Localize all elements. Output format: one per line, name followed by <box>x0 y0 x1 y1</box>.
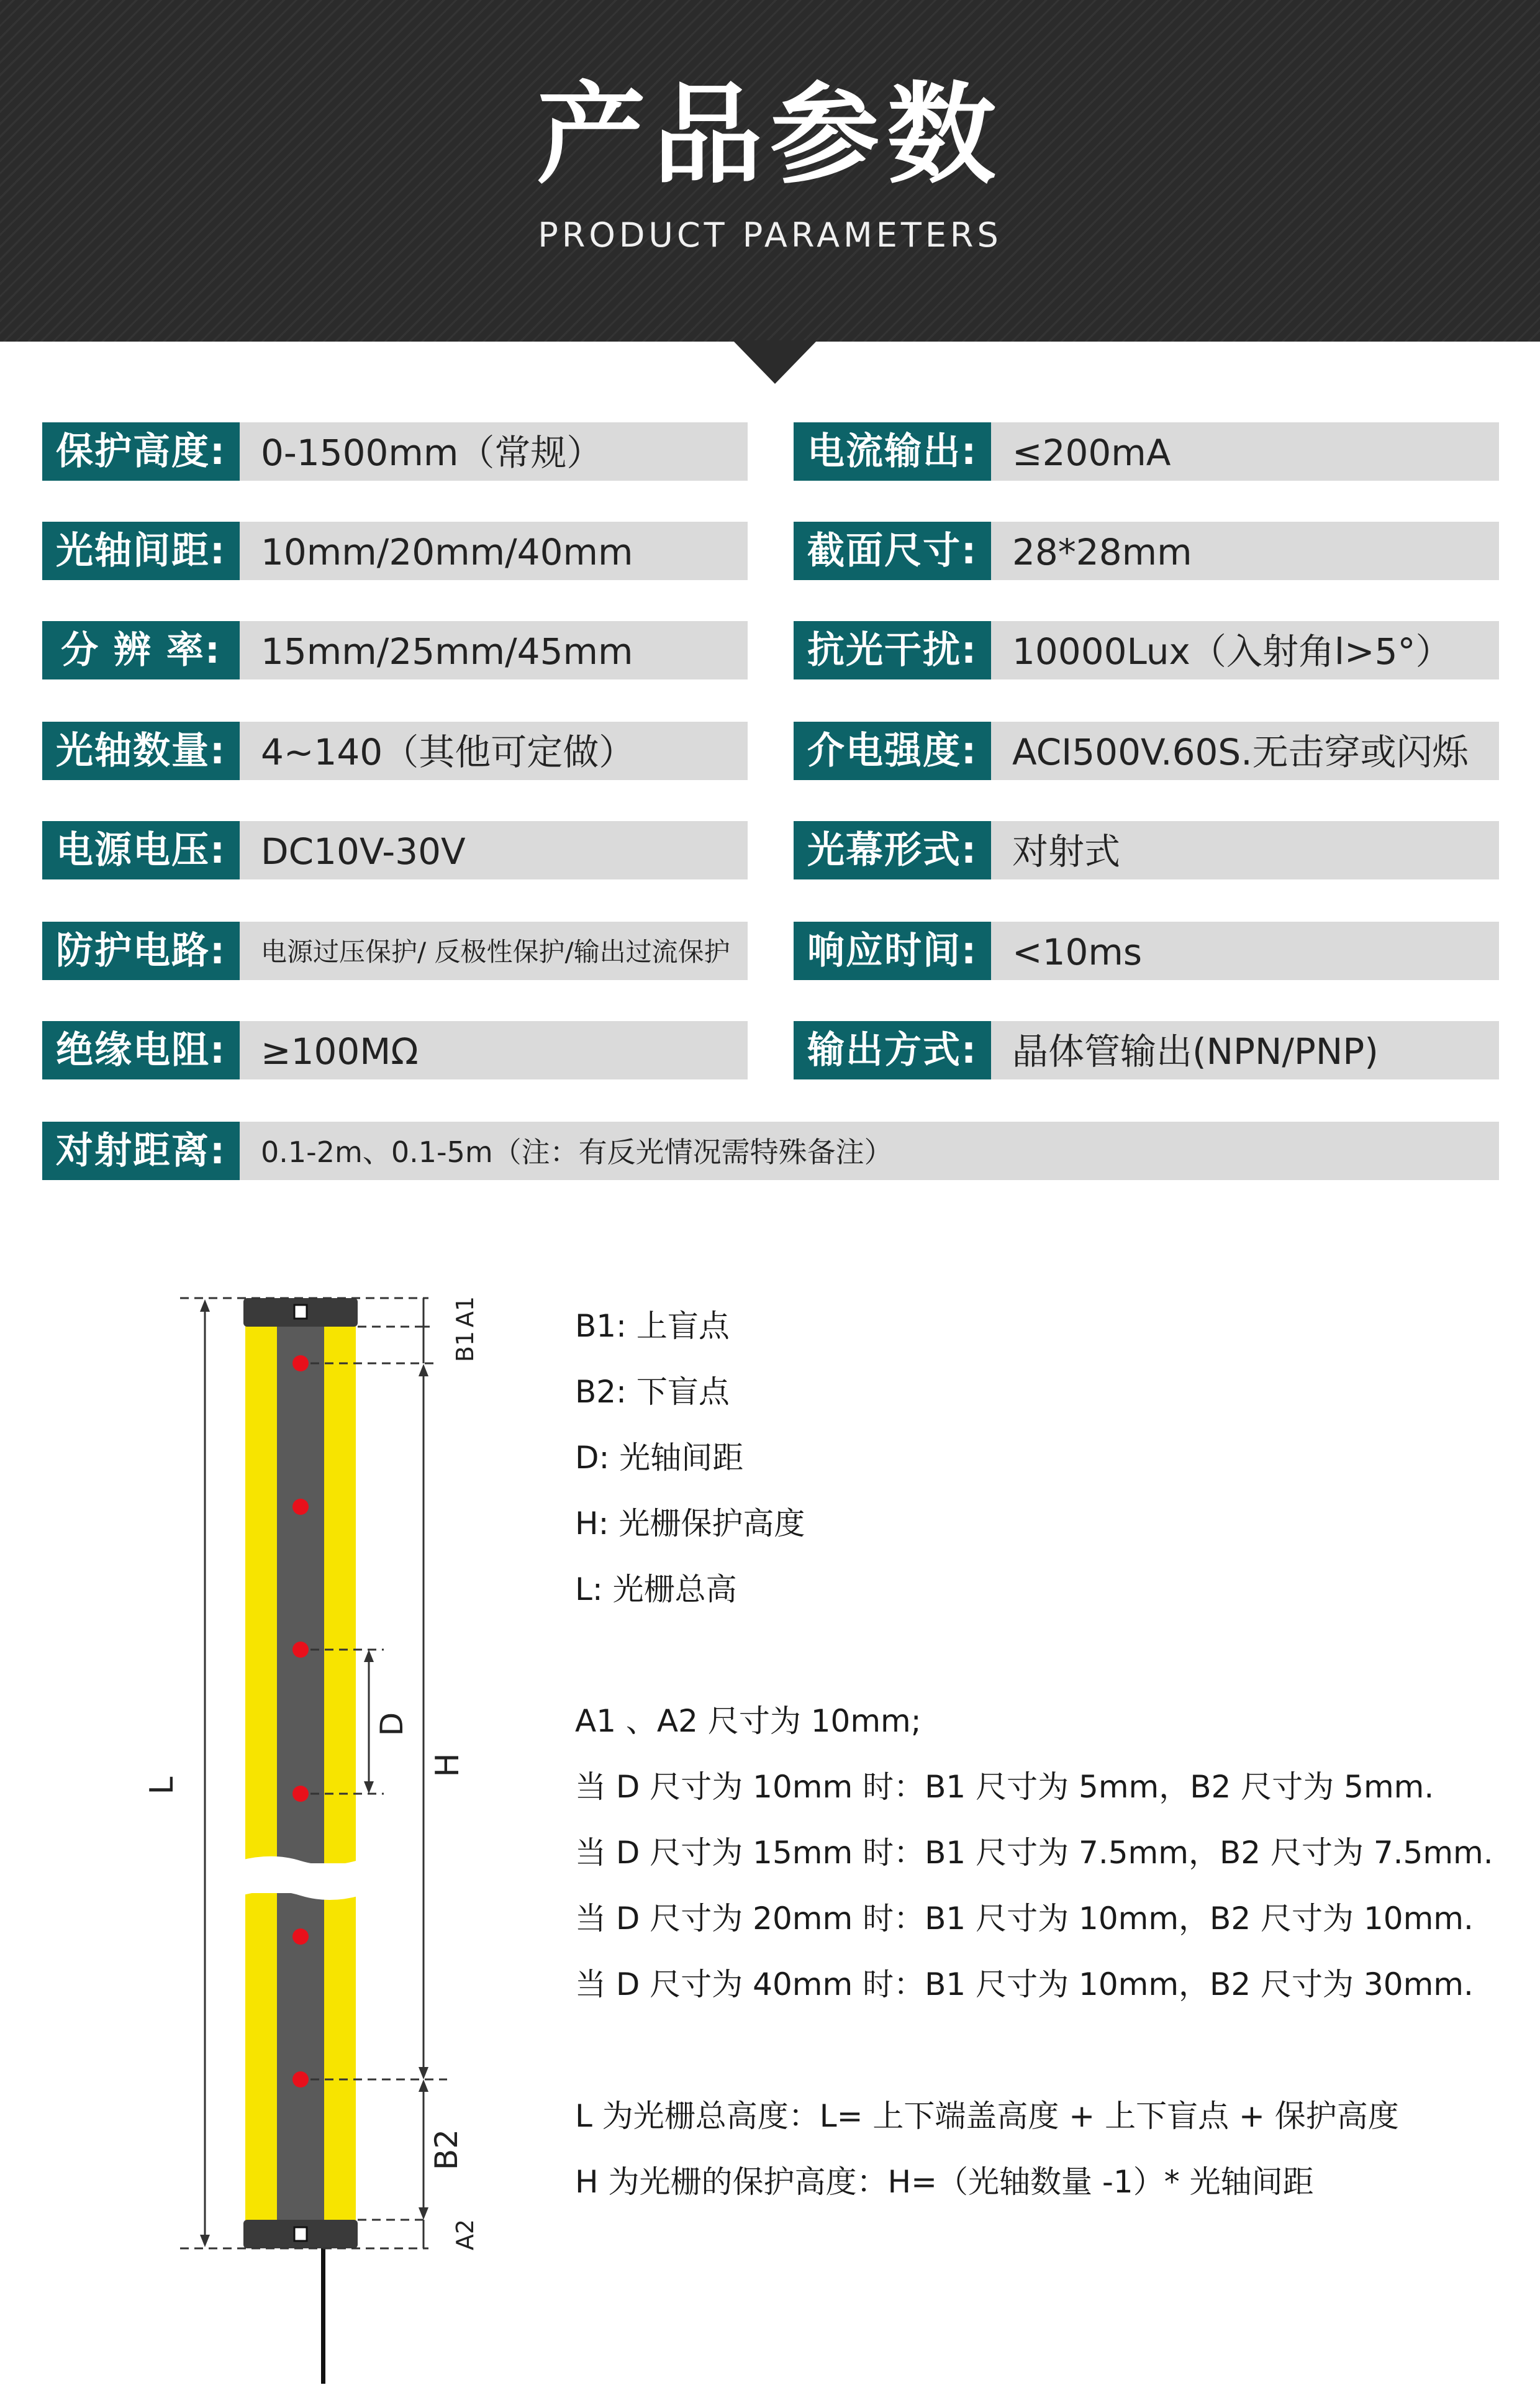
param-value: 10000Lux（入射角l>5°） <box>991 621 1499 679</box>
legend-d20: 当 D 尺寸为 20mm 时：B1 尺寸为 10mm，B2 尺寸为 10mm. <box>575 1901 1474 1937</box>
param-value: 电源过压保护/ 反极性保护/输出过流保护 <box>240 922 748 980</box>
beam-dot <box>292 1642 309 1658</box>
param-label: 光轴间距: <box>42 522 240 580</box>
dim-label-L: L <box>143 1776 181 1795</box>
param-label: 绝缘电阻: <box>42 1021 240 1079</box>
dim-label-B1: B1 <box>451 1330 479 1363</box>
param-label: 抗光干扰: <box>794 621 991 679</box>
header-notch <box>733 340 817 384</box>
param-label: 响应时间: <box>794 922 991 980</box>
param-value: 对射式 <box>991 821 1499 879</box>
param-label: 电源电压: <box>42 821 240 879</box>
param-value: ≤200mA <box>991 422 1499 481</box>
param-label: 介电强度: <box>794 722 991 780</box>
param-light-interference <box>794 621 1499 679</box>
top-cap-hole <box>294 1305 307 1319</box>
legend-h: H: 光栅保护高度 <box>575 1506 805 1542</box>
param-value: 0-1500mm（常规） <box>240 422 748 481</box>
param-label: 输出方式: <box>794 1021 991 1079</box>
param-value: ACI500V.60S.无击穿或闪烁 <box>991 722 1499 780</box>
legend-l-formula: L 为光栅总高度：L= 上下端盖高度 + 上下盲点 + 保护高度 <box>575 2098 1399 2134</box>
param-value: 晶体管输出(NPN/PNP) <box>991 1021 1499 1079</box>
beam-dot <box>292 1928 309 1945</box>
param-value: 0.1-2m、0.1-5m（注：有反光情况需特殊备注） <box>240 1122 1499 1180</box>
param-label: 分 辨 率: <box>42 621 240 679</box>
param-label: 截面尺寸: <box>794 522 991 580</box>
legend-a1-a2: A1 、A2 尺寸为 10mm; <box>575 1703 922 1739</box>
param-curtain-type <box>794 821 1499 879</box>
param-value: <10ms <box>991 922 1499 980</box>
param-label: 电流输出: <box>794 422 991 481</box>
legend-h-formula: H 为光栅的保护高度：H=（光轴数量 -1）* 光轴间距 <box>575 2164 1314 2200</box>
light-curtain-diagram <box>0 0 596 2385</box>
dim-label-A1: A1 <box>451 1296 479 1328</box>
param-dielectric-strength <box>794 722 1499 780</box>
legend-d: D: 光轴间距 <box>575 1440 744 1476</box>
housing-core-upper <box>277 1322 324 1863</box>
bottom-cap-hole <box>294 2227 307 2241</box>
legend-d40: 当 D 尺寸为 40mm 时：B1 尺寸为 10mm，B2 尺寸为 30mm. <box>575 1966 1474 2002</box>
cable <box>321 2242 325 2384</box>
param-value: 15mm/25mm/45mm <box>240 621 748 679</box>
param-value: 10mm/20mm/40mm <box>240 522 748 580</box>
beam-dot <box>292 1355 309 1371</box>
param-value: 4~140（其他可定做） <box>240 722 748 780</box>
param-value: 28*28mm <box>991 522 1499 580</box>
page-subtitle: PRODUCT PARAMETERS <box>538 216 1002 255</box>
legend-b2: B2: 下盲点 <box>575 1374 730 1410</box>
param-label: 光轴数量: <box>42 722 240 780</box>
beam-dot <box>292 1499 309 1515</box>
param-section-size <box>794 522 1499 580</box>
param-current-output <box>794 422 1499 481</box>
beam-dot <box>292 2071 309 2087</box>
legend-d10: 当 D 尺寸为 10mm 时：B1 尺寸为 5mm，B2 尺寸为 5mm. <box>575 1769 1434 1805</box>
param-value: ≥100MΩ <box>240 1021 748 1079</box>
param-label: 防护电路: <box>42 922 240 980</box>
param-label: 光幕形式: <box>794 821 991 879</box>
beam-dot <box>292 1786 309 1802</box>
param-output-mode <box>794 1021 1499 1079</box>
param-value: DC10V-30V <box>240 821 748 879</box>
legend-l: L: 光栅总高 <box>575 1571 737 1607</box>
legend-b1: B1: 上盲点 <box>575 1308 730 1344</box>
dim-label-A2: A2 <box>451 2219 479 2251</box>
page-title: 产品参数 <box>536 71 1003 199</box>
param-label: 对射距离: <box>42 1122 240 1180</box>
param-label: 保护高度: <box>42 422 240 481</box>
dim-label-H: H <box>429 1753 466 1778</box>
param-response-time <box>794 922 1499 980</box>
dim-label-B2: B2 <box>428 2128 464 2171</box>
dim-label-D: D <box>374 1712 410 1737</box>
legend-d15: 当 D 尺寸为 15mm 时：B1 尺寸为 7.5mm，B2 尺寸为 7.5mm. <box>575 1835 1493 1871</box>
